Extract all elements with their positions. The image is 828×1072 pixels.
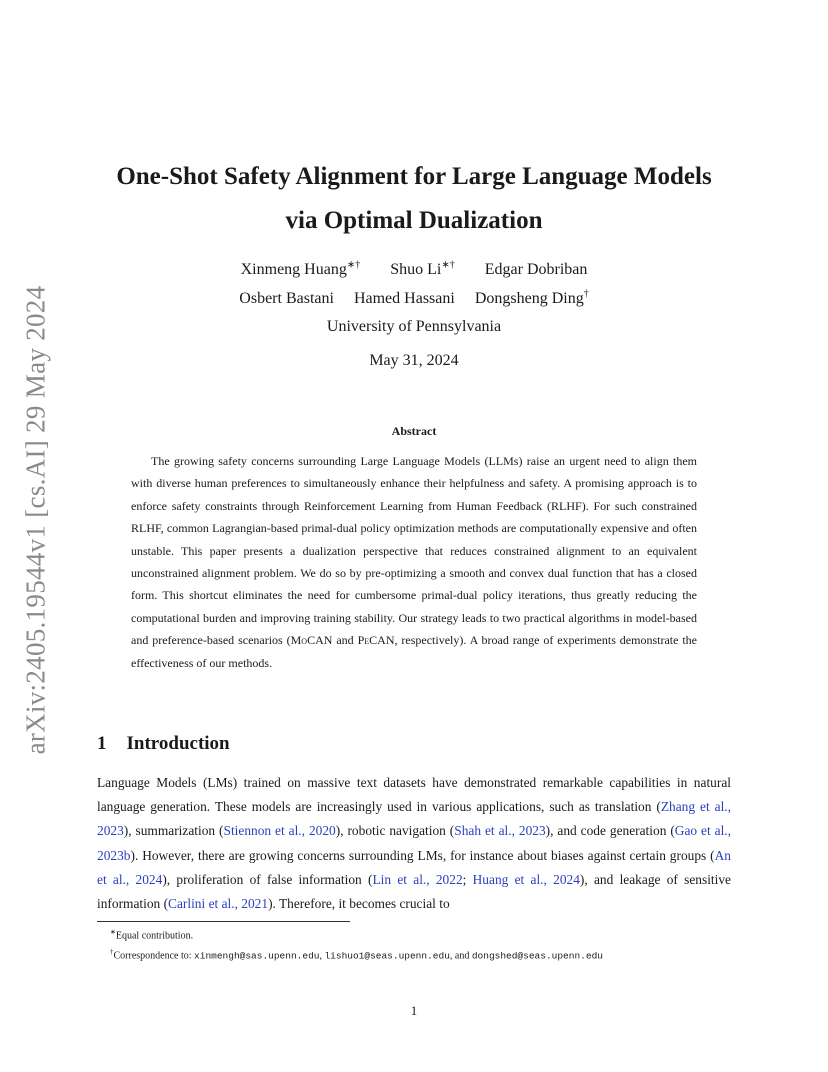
email-link[interactable]: lishuo1@seas.upenn.edu [324,950,450,962]
author: Edgar Dobriban [484,261,588,279]
footnote-equal-contribution: ∗Equal contribution. [110,928,194,942]
author-row-2 [100,289,728,308]
abstract-body: The growing safety concerns surrounding Large Language Models (LLMs) raise an urgent need to align them with diverse human preferences to simultaneously enhance their helpfulness and safety. A promising approach is to enforce safety constraints through Reinforcement Learning from Human Feedback (RLHF). For such constrained RLHF, common Lagrangian-based primal-dual policy optimization methods are computationally expensive and often unstable. This paper presents a dualization perspective that reduces constrained alignment to an equivalent unconstrained alignment problem. We do so by pre-optimizing a smooth and convex dual function that has a closed form. This shortcut eliminates the need for cumbersome primal-dual policy iterations, thus greatly reducing the computational burden and improving training stability. Our strategy leads to two practical algorithms in model-based and preference-based scenarios (MoCAN and PeCAN, respectively). A broad range of experiments demonstrate the effectiveness of our methods. [131,454,697,670]
email-link[interactable]: xinmengh@sas.upenn.edu [194,950,320,962]
author-row-1 [100,260,728,279]
author: Xinmeng Huang∗† [240,260,361,279]
algorithm-name: MoCAN [290,633,333,648]
section-number: 1 [97,733,107,754]
citation-link[interactable]: Stiennon et al., 2020 [223,823,336,839]
footnote-correspondence: †Correspondence to: xinmengh@sas.upenn.edu, lishuo1@seas.upenn.edu, and dongshed@seas.upenn.edu [110,948,603,962]
author: Hamed Hassani [353,290,455,308]
algorithm-name: PeCAN [357,633,395,648]
citation-link[interactable]: An et al., 2024 [97,847,731,887]
footnote-divider [97,921,350,922]
abstract-heading: Abstract [391,424,437,438]
citation-link[interactable]: Gao et al., 2023b [97,823,731,863]
author: Dongsheng Ding† [474,289,589,308]
introduction-paragraph: Language Models (LMs) trained on massive text datasets have demonstrated remarkable capabilities in natural language generation. These models are increasingly used in various applications, such as translation (Zhang et al., 2023), summarization (Stiennon et al., 2020), robotic navigation (Shah et al., 2023), and code generation (Gao et al., 2023b). However, there are growing concerns surrounding LMs, for instance about biases against certain groups (An et al., 2024), proliferation of false information (Lin et al., 2022; Huang et al., 2024), and leakage of sensitive information (Carlini et al., 2021). Therefore, it becomes crucial to [97,775,731,912]
affiliation: University of Pennsylvania [326,318,502,335]
author: Osbert Bastani [239,290,334,308]
citation-link[interactable]: Lin et al., 2022 [372,871,463,887]
paper-title [100,155,728,243]
publication-date: May 31, 2024 [369,352,459,369]
citation-link[interactable]: Shah et al., 2023 [454,823,546,839]
page-number: 1 [410,1003,418,1018]
title-line-2: via Optimal Dualization [285,207,543,234]
footnotes [110,924,730,965]
citation-link[interactable]: Huang et al., 2024 [472,871,580,887]
title-line-1: One-Shot Safety Alignment for Large Language Models [116,163,712,190]
email-link[interactable]: dongshed@seas.upenn.edu [471,950,603,962]
citation-link[interactable]: Carlini et al., 2021 [168,896,269,912]
section-heading [97,733,230,755]
author: Shuo Li∗† [390,260,455,279]
citation-link[interactable]: Zhang et al., 2023 [97,799,731,839]
arxiv-identifier-stamp: arXiv:2405.19544v1 [cs.AI] 29 May 2024 [20,285,51,755]
section-title: Introduction [126,733,230,754]
